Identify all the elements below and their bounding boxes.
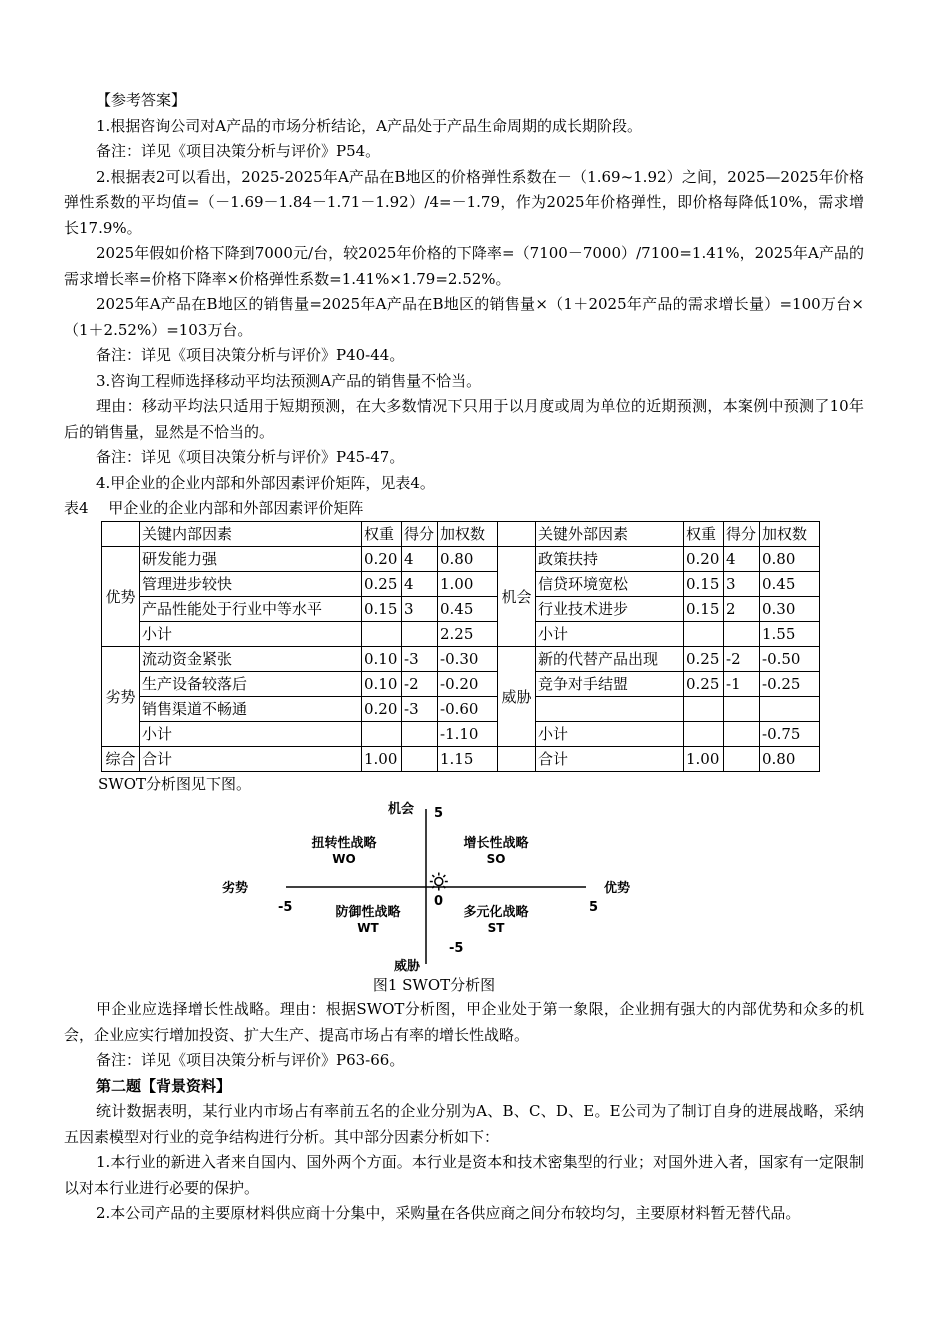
table-cell: -0.75: [760, 722, 820, 747]
weakness-category: 劣势: [102, 647, 140, 747]
table-cell: 行业技术进步: [536, 597, 684, 622]
table-cell: -0.25: [760, 672, 820, 697]
table-cell: 2: [724, 597, 760, 622]
paragraph: 备注：详见《项目决策分析与评价》P40-44。: [96, 346, 405, 364]
table-cell: 管理进步较快: [140, 572, 362, 597]
table-cell: 0.10: [362, 672, 402, 697]
table-cell: 研发能力强: [140, 547, 362, 572]
table-cell: [402, 722, 438, 747]
swot-diagram: [206, 799, 646, 973]
paragraph: 2.根据表2可以看出，2025-2025年A产品在B地区的价格弹性系数在－（1.69~1.92）之间，2025—2025年价格弹性系数的平均值=（－1.69－1.84－1.71－1.92）/4=－1.79，作为2025年价格弹性，即价格每降低10%，需求增长17.9%。: [64, 167, 864, 237]
header-cell: 加权数: [760, 522, 820, 547]
table-cell: 0.25: [684, 672, 724, 697]
table-cell: 0.15: [684, 597, 724, 622]
table-cell: 0.10: [362, 647, 402, 672]
table-cell: 0.25: [684, 647, 724, 672]
swot-strength-label: 优势: [604, 881, 631, 896]
paragraph: 备注：详见《项目决策分析与评价》P54。: [96, 142, 381, 160]
header-cell: 权重: [362, 522, 402, 547]
table-row: [102, 722, 820, 747]
st-strategy-label: 多元化战略: [463, 905, 529, 920]
table-cell: -0.50: [760, 647, 820, 672]
swot-weakness-label: 劣势: [222, 881, 249, 896]
table-cell: 产品性能处于行业中等水平: [140, 597, 362, 622]
table-row: [102, 547, 820, 572]
wo-code: WO: [332, 852, 356, 866]
table-cell: -0.60: [438, 697, 498, 722]
paragraph: 2025年假如价格下降到7000元/台，较2025年价格的下降率=（7100－7000）/7100=1.41%，2025年A产品的需求增长率=价格下降率×价格弹性系数=1.41%×1.79=2.52%。: [64, 244, 864, 288]
table-cell: [684, 697, 724, 722]
table-cell: 流动资金紧张: [140, 647, 362, 672]
total-category: 综合: [102, 747, 140, 772]
table-cell: -3: [402, 647, 438, 672]
table-cell: [724, 622, 760, 647]
table-cell: 1.00: [438, 572, 498, 597]
header-cell: 关键外部因素: [536, 522, 684, 547]
swot-tick-right: 5: [589, 900, 599, 915]
table-row: [102, 572, 820, 597]
paragraph: 2.本公司产品的主要原材料供应商十分集中，采购量在各供应商之间分布较均匀，主要原材料暂无替代品。: [96, 1204, 801, 1222]
table-cell: 3: [402, 597, 438, 622]
table-cell: 政策扶持: [536, 547, 684, 572]
table-cell: 0.30: [760, 597, 820, 622]
header-cell: 得分: [724, 522, 760, 547]
table-cell: -2: [724, 647, 760, 672]
table-cell: 4: [402, 547, 438, 572]
table-cell: 0.20: [362, 697, 402, 722]
table-row: [102, 622, 820, 647]
table-cell: [402, 747, 438, 772]
company-position-sun-icon: [430, 873, 448, 891]
table-cell: 1.15: [438, 747, 498, 772]
table-cell: [684, 722, 724, 747]
table-cell: 0.80: [760, 747, 820, 772]
header-cell: 得分: [402, 522, 438, 547]
ife-efe-matrix-table: [101, 521, 820, 772]
table-cell: -1.10: [438, 722, 498, 747]
table-row: [102, 597, 820, 622]
table-cell: 合计: [536, 747, 684, 772]
swot-tick-top: 5: [434, 806, 444, 821]
paragraph: 1.根据咨询公司对A产品的市场分析结论，A产品处于产品生命周期的成长期阶段。: [96, 116, 642, 135]
table-cell: 3: [724, 572, 760, 597]
table-cell: [684, 622, 724, 647]
paragraph: 3.咨询工程师选择移动平均法预测A产品的销售量不恰当。: [96, 371, 482, 390]
strength-category: 优势: [102, 547, 140, 647]
header-cell: 关键内部因素: [140, 522, 362, 547]
table-cell: 0.15: [362, 597, 402, 622]
swot-intro: SWOT分析图见下图。: [98, 775, 251, 793]
st-code: ST: [487, 921, 505, 935]
table-cell: 0.20: [684, 547, 724, 572]
opportunity-category: 机会: [498, 547, 536, 647]
answer-header: 【参考答案】: [96, 91, 187, 109]
table-cell: -3: [402, 697, 438, 722]
table-caption: 表4 甲企业的企业内部和外部因素评价矩阵: [64, 499, 364, 517]
table-cell: 0.45: [760, 572, 820, 597]
table-cell: [724, 722, 760, 747]
paragraph: 1.本行业的新进入者来自国内、国外两个方面。本行业是资本和技术密集型的行业；对国外进入者，国家有一定限制以对本行业进行必要的保护。: [64, 1153, 864, 1197]
table-cell: 0.45: [438, 597, 498, 622]
table-cell: [760, 697, 820, 722]
table-cell: 竞争对手结盟: [536, 672, 684, 697]
table-total-row: [102, 747, 820, 772]
paragraph: 4.甲企业的企业内部和外部因素评价矩阵，见表4。: [96, 473, 435, 492]
table-row: [102, 672, 820, 697]
figure-caption: 图1 SWOT分析图: [372, 976, 496, 994]
table-cell: 合计: [140, 747, 362, 772]
table-row: [102, 697, 820, 722]
table-cell: 小计: [536, 622, 684, 647]
table-cell: 2.25: [438, 622, 498, 647]
table-cell: -0.20: [438, 672, 498, 697]
table-cell: 1.55: [760, 622, 820, 647]
table-cell: -0.30: [438, 647, 498, 672]
paragraph: 统计数据表明，某行业内市场占有率前五名的企业分别为A、B、C、D、E。E公司为了制订自身的进展战略，采纳五因素模型对行业的竞争结构进行分析。其中部分因素分析如下：: [64, 1102, 864, 1146]
swot-tick-bottom: -5: [449, 941, 464, 956]
section-title: 第二题【背景资料】: [96, 1076, 232, 1095]
table-cell: -2: [402, 672, 438, 697]
table-cell: [362, 722, 402, 747]
so-code: SO: [486, 852, 506, 866]
table-header-row: [102, 522, 820, 547]
swot-origin: 0: [434, 894, 444, 909]
swot-threat-label: 威胁: [394, 959, 421, 973]
wt-code: WT: [357, 921, 379, 935]
swot-opportunity-label: 机会: [388, 802, 415, 817]
paragraph: 理由：移动平均法只适用于短期预测，在大多数情况下只用于以月度或周为单位的近期预测，本案例中预测了10年后的销售量，显然是不恰当的。: [64, 397, 864, 441]
paragraph: 甲企业应选择增长性战略。理由：根据SWOT分析图，甲企业处于第一象限，企业拥有强大的内部优势和众多的机会，企业应实行增加投资、扩大生产、提高市场占有率的增长性战略。: [64, 1000, 864, 1044]
table-cell: 4: [402, 572, 438, 597]
wt-strategy-label: 防御性战略: [335, 905, 401, 920]
table-cell: [402, 622, 438, 647]
table-cell: [536, 697, 684, 722]
table-cell: [724, 697, 760, 722]
document-page: [64, 88, 864, 1227]
table-cell: 0.80: [438, 547, 498, 572]
table-cell: [724, 747, 760, 772]
header-cell: 权重: [684, 522, 724, 547]
table-cell: 1.00: [684, 747, 724, 772]
table-cell: 生产设备较落后: [140, 672, 362, 697]
table-cell: 小计: [536, 722, 684, 747]
so-strategy-label: 增长性战略: [463, 836, 529, 851]
table-cell: 信贷环境宽松: [536, 572, 684, 597]
wo-strategy-label: 扭转性战略: [311, 836, 377, 851]
table-cell: 销售渠道不畅通: [140, 697, 362, 722]
paragraph: 备注：详见《项目决策分析与评价》P45-47。: [96, 448, 405, 466]
table-cell: 新的代替产品出现: [536, 647, 684, 672]
header-cell: 加权数: [438, 522, 498, 547]
table-cell: 0.15: [684, 572, 724, 597]
table-cell: [362, 622, 402, 647]
table-cell: 0.80: [760, 547, 820, 572]
table-cell: 0.20: [362, 547, 402, 572]
table-cell: 0.25: [362, 572, 402, 597]
table-cell: 小计: [140, 722, 362, 747]
paragraph: 2025年A产品在B地区的销售量=2025年A产品在B地区的销售量×（1＋2025年产品的需求增长量）=100万台×（1＋2.52%）=103万台。: [64, 295, 864, 339]
threat-category: 威胁: [498, 647, 536, 747]
table-cell: 小计: [140, 622, 362, 647]
paragraph: 备注：详见《项目决策分析与评价》P63-66。: [96, 1051, 405, 1069]
swot-tick-left: -5: [278, 900, 293, 915]
table-row: [102, 647, 820, 672]
table-cell: -1: [724, 672, 760, 697]
table-cell: 4: [724, 547, 760, 572]
table-cell: 1.00: [362, 747, 402, 772]
